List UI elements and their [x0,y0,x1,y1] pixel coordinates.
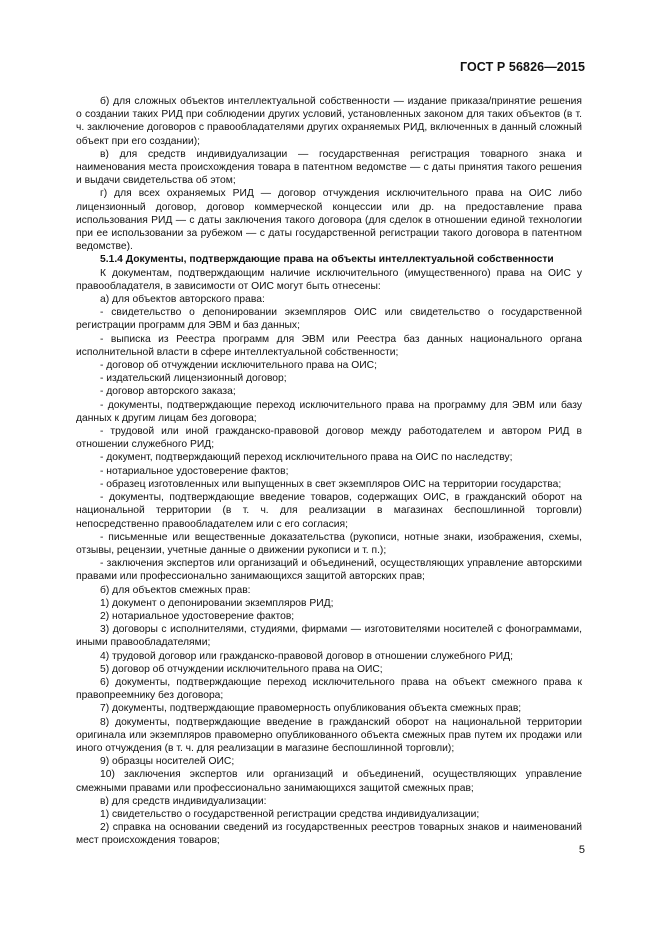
list-heading: а) для объектов авторского права: [100,294,265,306]
list-item: - документы, подтверждающие переход исключительного права на программу для ЭВМ или базу данных к другим лицам без договора; [76,399,582,424]
standard-id: ГОСТ Р 56826—2015 [459,60,585,74]
list-item: - письменные или вещественные доказательства (рукописи, нотные знаки, изображения, схемы, отзывы, рецензии, учетные данные о движении рукописи и т. п.); [76,531,582,556]
list-item: - договор об отчуждении исключительного права на ОИС; [100,360,377,372]
list-item: 1) документ о депонировании экземпляров РИД; [100,597,334,609]
list-item: - образец изготовленных или выпущенных в свет экземпляров ОИС на территории государства; [100,478,562,490]
list-item: 7) документы, подтверждающие правомерность опубликования объекта смежных прав; [100,703,522,715]
list-item: - заключения экспертов или организаций и объединений, осуществляющих управление авторскими правами или профессионально занимающихся защитой авторских прав; [76,558,582,583]
list-item: 10) заключения экспертов или организаций и объединений, осуществляющих управление смежными правами или профессионально занимающихся защитой смежных прав; [76,769,582,794]
paragraph: г) для всех охраняемых РИД — договор отчуждения исключительного права на ОИС либо лицензионный договор, договор коммерческой концессии или др. на предоставление права использования РИД — с даты заключения такого договора (для сделок в отношении единой технологии при ее использовании за рубежом — с даты государственной регистрации такого договора в патентном ведомстве). [76,188,582,253]
list-item: - свидетельство о депонировании экземпляров ОИС или свидетельство о государственной регистрации программ для ЭВМ и баз данных; [76,307,582,332]
list-item: - документ, подтверждающий переход исключительного права на ОИС по наследству; [100,452,513,464]
list-item: - трудовой или иной гражданско-правовой договор между работодателем и автором РИД в отношении служебного РИД; [76,426,582,451]
list-item: - документы, подтверждающие введение товаров, содержащих ОИС, в гражданский оборот на национальной территории (в т. ч. для реализации в магазинах беспошлинной торговли) непосредственно правообладателем или с его согласия; [76,492,582,530]
section-heading: 5.1.4 Документы, подтверждающие права на объекты интеллектуальной собственности [100,254,554,266]
list-item: 5) договор об отчуждении исключительного права на ОИС; [100,663,383,675]
list-item: 9) образцы носителей ОИС; [100,756,235,768]
list-item: 3) договоры с исполнителями, студиями, фирмами — изготовителями носителей с фонограммами, иными правообладателями; [76,624,582,649]
list-item: 1) свидетельство о государственной регистрации средства индивидуализации; [100,808,480,820]
list-item: - выписка из Реестра программ для ЭВМ или Реестра баз данных национального органа исполнительной власти в сфере интеллектуальной собственности; [76,333,582,358]
list-item: 4) трудовой договор или гражданско-правовой договор в отношении служебного РИД; [100,650,513,662]
paragraph: б) для сложных объектов интеллектуальной собственности — издание приказа/принятие решения о создании таких РИД при соблюдении других условий, установленных законом для таких объектов (в т. ч. заключение договоров с правообладателями других охраняемых РИД, включенных в данный сложный объект при его создании); [76,96,582,147]
list-item: 2) справка на основании сведений из государственных реестров товарных знаков и наименований мест происхождения товаров; [76,822,582,847]
list-item: 8) документы, подтверждающие введение в гражданский оборот на национальной территории оригинала или экземпляров правомерно опубликованного объекта смежных прав путем их продажи или иного отчуждения (в т. ч. для реализации в магазине беспошлинной торговли); [76,716,582,754]
body-text [76,95,582,848]
list-item: - издательский лицензионный договор; [100,373,287,385]
list-heading: в) для средств индивидуализации: [100,795,267,807]
list-item: 2) нотариальное удостоверение фактов; [100,610,295,622]
paragraph: в) для средств индивидуализации — государственная регистрация товарного знака и наименования места происхождения товара в патентном ведомстве — с даты принятия такого решения и выдачи свидетельства об этом; [76,148,582,187]
page-number: 5 [578,844,585,856]
list-heading: б) для объектов смежных прав: [100,584,251,596]
list-item: - договор авторского заказа; [100,386,236,398]
list-item: 6) документы, подтверждающие переход исключительного права на объект смежного права к правопреемнику без договора; [76,676,582,702]
paragraph: К документам, подтверждающим наличие исключительного (имущественного) права на ОИС у правообладателя, в зависимости от ОИС могут быть отнесены: [76,267,582,292]
list-item: - нотариальное удостоверение фактов; [100,465,289,477]
